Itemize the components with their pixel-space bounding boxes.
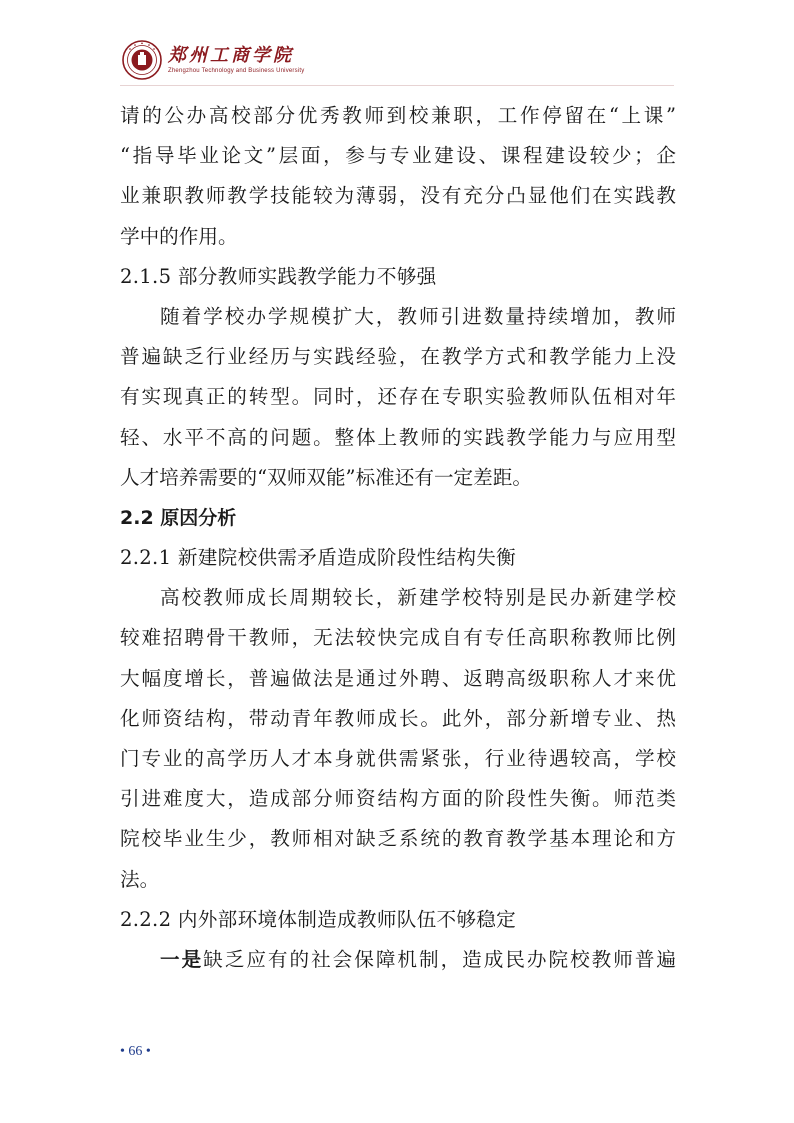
page-number: • 66 • — [120, 1044, 151, 1059]
paragraph-line: 化师资结构，带动青年教师成长。此外，部分新增专业、热 — [120, 706, 676, 730]
paragraph-line — [120, 940, 676, 980]
paragraph-line: 大幅度增长，普遍做法是通过外聘、返聘高级职称人才来优 — [120, 666, 676, 690]
paragraph-line: “指导毕业论文”层面，参与专业建设、课程建设较少；企 — [120, 144, 676, 168]
paragraph-line: 人才培养需要的“双师双能”标准还有一定差距。 — [120, 465, 532, 489]
paragraph-line: 较难招聘骨干教师，无法较快完成自有专任高职称教师比例 — [120, 626, 676, 650]
paragraph-line: 轻、水平不高的问题。整体上教师的实践教学能力与应用型 — [120, 425, 676, 449]
paragraph-line: 请的公办高校部分优秀教师到校兼职，工作停留在“上课” — [120, 104, 676, 127]
paragraph-line: 门专业的高学历人才本身就供需紧张，行业待遇较高，学校 — [120, 747, 676, 770]
university-brand — [168, 46, 304, 75]
subsection-heading: 2.1.5 部分教师实践教学能力不够强 — [120, 264, 437, 288]
subsection-heading: 2.2.1 新建院校供需矛盾造成阶段性结构失衡 — [120, 546, 517, 570]
university-name-cn: 郑州工商学院 — [168, 44, 294, 66]
paragraph-line: 引进难度大，造成部分师资结构方面的阶段性失衡。师范类 — [120, 787, 676, 811]
header-divider — [120, 85, 674, 86]
section-heading: 2.2 原因分析 — [120, 506, 237, 529]
emphasis-text: 一是 — [160, 947, 204, 971]
page-header — [122, 38, 304, 82]
university-seal-icon — [122, 40, 162, 80]
line-text: 缺乏应有的社会保障机制，造成民办院校教师普遍 — [203, 947, 677, 971]
paragraph-line: 院校毕业生少，教师相对缺乏系统的教育教学基本理论和方 — [120, 827, 676, 851]
paragraph-line: 学中的作用。 — [120, 224, 238, 248]
subsection-heading: 2.2.2 内外部环境体制造成教师队伍不够稳定 — [120, 907, 517, 931]
paragraph-line: 高校教师成长周期较长，新建学校特别是民办新建学校 — [160, 586, 676, 610]
paragraph-line: 普遍缺乏行业经历与实践经验，在教学方式和教学能力上没 — [120, 345, 676, 369]
paragraph-line: 随着学校办学规模扩大，教师引进数量持续增加，教师 — [160, 304, 676, 328]
document-body — [120, 96, 676, 980]
university-name-en: Zhengzhou Technology and Business University — [168, 67, 305, 74]
paragraph-line: 法。 — [120, 867, 160, 891]
paragraph-line: 业兼职教师教学技能较为薄弱，没有充分凸显他们在实践教 — [120, 184, 676, 208]
paragraph-line: 有实现真正的转型。同时，还存在专职实验教师队伍相对年 — [120, 385, 676, 409]
